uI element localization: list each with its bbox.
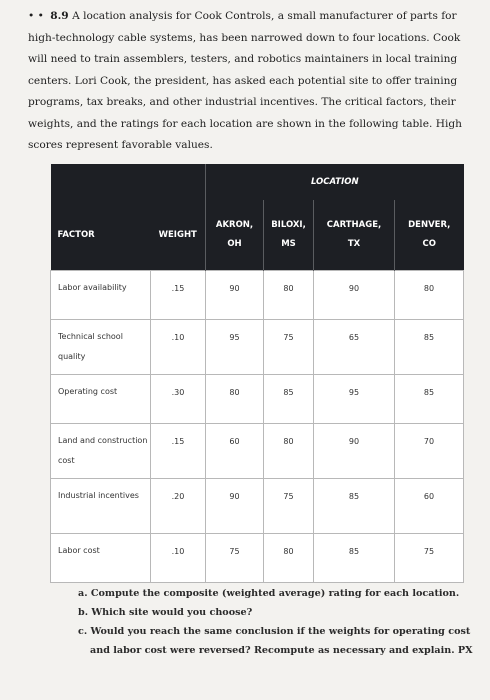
rating-cell: 80	[264, 534, 314, 583]
location-biloxi-header: BILOXI, MS	[264, 200, 314, 271]
weight-header: WEIGHT	[151, 200, 206, 271]
rating-cell: 85	[264, 375, 314, 424]
table-row	[51, 271, 464, 320]
table-row	[51, 375, 464, 424]
rating-cell: 75	[264, 320, 314, 375]
location-ratings-table	[50, 164, 463, 583]
problem-line-1	[28, 6, 468, 28]
table-row	[51, 479, 464, 534]
rating-cell: 60	[395, 479, 464, 534]
table-row	[51, 424, 464, 479]
problem-text: A location analysis for Cook Controls, a small manufacturer of parts for	[72, 10, 457, 22]
rating-cell: 80	[264, 271, 314, 320]
questions-list	[78, 584, 473, 660]
rating-cell: 85	[395, 320, 464, 375]
problem-line-7: scores represent favorable values.	[28, 139, 213, 151]
weight-cell: .15	[151, 271, 206, 320]
problem-line-5: programs, tax breaks, and other industrial incentives. The critical factors, their	[28, 96, 456, 108]
question-a: a. Compute the composite (weighted average) rating for each location.	[78, 588, 460, 599]
factor-cell: Labor availability	[51, 271, 151, 320]
factor-cell: Labor cost	[51, 534, 151, 583]
problem-number: 8.9	[50, 10, 69, 22]
factor-cell: Industrial incentives	[51, 479, 151, 534]
weight-cell: .10	[151, 320, 206, 375]
rating-cell: 90	[206, 271, 264, 320]
rating-cell: 90	[314, 271, 395, 320]
problem-statement	[28, 6, 468, 157]
rating-cell: 85	[314, 534, 395, 583]
header-blank	[51, 164, 206, 200]
rating-cell: 85	[314, 479, 395, 534]
rating-cell: 70	[395, 424, 464, 479]
factor-header: FACTOR	[51, 200, 151, 271]
question-c-continued: and labor cost were reversed? Recompute as necessary and explain. PX	[90, 645, 473, 656]
rating-cell: 75	[395, 534, 464, 583]
rating-cell: 65	[314, 320, 395, 375]
factor-cell: Technical school quality	[51, 320, 151, 375]
rating-cell: 80	[395, 271, 464, 320]
rating-cell: 90	[314, 424, 395, 479]
problem-line-6: weights, and the ratings for each location are shown in the following table. High	[28, 117, 462, 130]
rating-cell: 80	[206, 375, 264, 424]
problem-line-3: will need to train assemblers, testers, and robotics maintainers in local training	[28, 53, 458, 65]
question-c: c. Would you reach the same conclusion if the weights for operating cost	[78, 626, 471, 637]
table-row	[51, 534, 464, 583]
location-header: LOCATION	[206, 164, 464, 200]
location-carthage-header: CARTHAGE, TX	[314, 200, 395, 271]
weight-cell: .30	[151, 375, 206, 424]
weight-cell: .20	[151, 479, 206, 534]
rating-cell: 60	[206, 424, 264, 479]
location-akron-header: AKRON, OH	[206, 200, 264, 271]
rating-cell: 75	[264, 479, 314, 534]
rating-cell: 80	[264, 424, 314, 479]
rating-cell: 95	[206, 320, 264, 375]
location-denver-header: DENVER, CO	[395, 200, 464, 271]
table-row	[51, 320, 464, 375]
rating-cell: 85	[395, 375, 464, 424]
rating-cell: 90	[206, 479, 264, 534]
question-b: b. Which site would you choose?	[78, 607, 253, 618]
problem-line-2: high-technology cable systems, has been narrowed down to four locations. Cook	[28, 31, 461, 44]
rating-cell: 95	[314, 375, 395, 424]
factor-cell: Land and construction cost	[51, 424, 151, 479]
problem-line-4: centers. Lori Cook, the president, has asked each potential site to offer training	[28, 74, 458, 87]
weight-cell: .15	[151, 424, 206, 479]
factor-cell: Operating cost	[51, 375, 151, 424]
problem-bullets: • •	[28, 10, 44, 22]
weight-cell: .10	[151, 534, 206, 583]
rating-cell: 75	[206, 534, 264, 583]
